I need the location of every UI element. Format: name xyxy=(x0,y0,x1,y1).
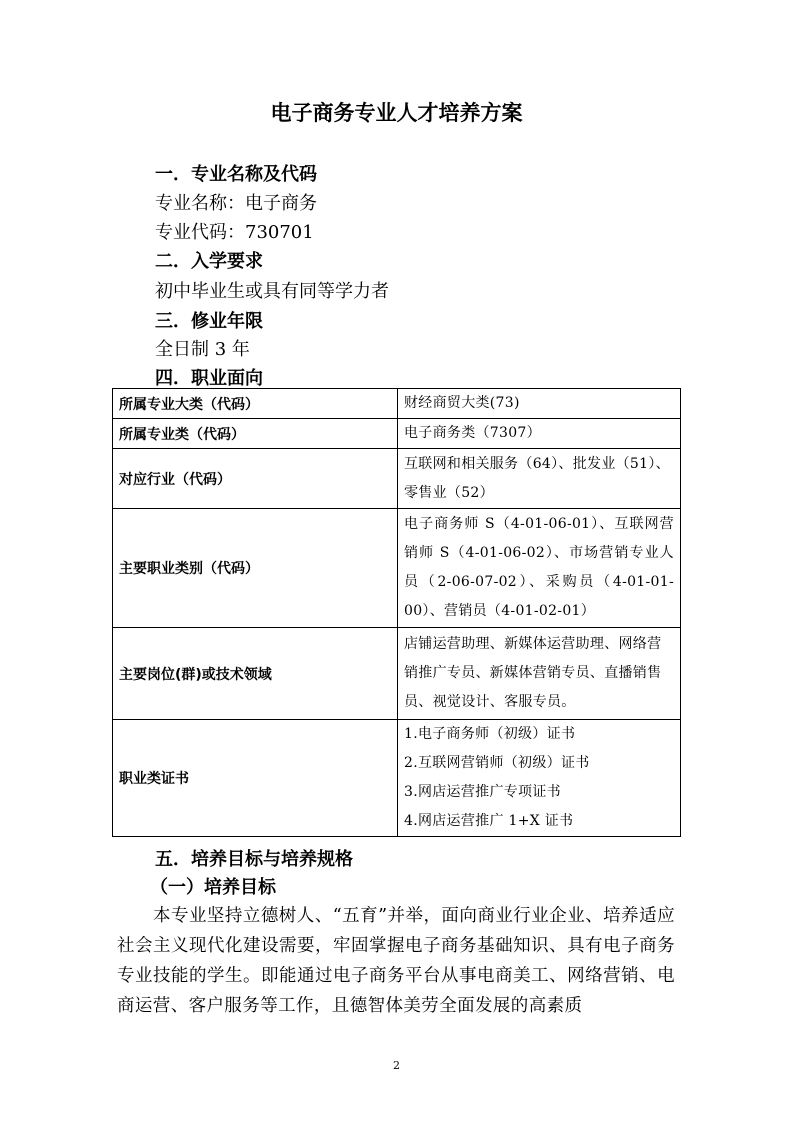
table-row xyxy=(113,449,681,509)
table-value: 互联网和相关服务（64）、批发业（51）、零售业（52） xyxy=(398,449,681,509)
table-key: 主要职业类别（代码） xyxy=(113,509,398,628)
major-name: 专业名称：电子商务 xyxy=(155,193,317,214)
table-value: 电子商务师 S（4-01-06-01）、互联网营销师 S（4-01-06-02）、市场营销专业人员（2-06-07-02）、采购员（4-01-01-00）、营销员（4-01-02-01） xyxy=(398,509,681,628)
section-1-heading: 一．专业名称及代码 xyxy=(155,164,317,185)
table-key: 所属专业大类（代码） xyxy=(113,389,398,419)
table-value: 财经商贸大类(73) xyxy=(398,389,681,419)
table-value: 电子商务类（7307） xyxy=(398,419,681,449)
table-key: 所属专业类（代码） xyxy=(113,419,398,449)
admission-requirement: 初中毕业生或具有同等学力者 xyxy=(155,281,389,302)
table-row xyxy=(113,389,681,419)
certificate-item: 2.互联网营销师（初级）证书 xyxy=(404,755,590,771)
table-key: 对应行业（代码） xyxy=(113,449,398,509)
table-value: 店铺运营助理、新媒体运营助理、网络营销推广专员、新媒体营销专员、直播销售员、视觉设计、客服专员。 xyxy=(398,628,681,720)
subsection-5-1-heading: （一）培养目标 xyxy=(150,877,276,898)
certificate-item: 4.网店运营推广 1+X 证书 xyxy=(404,813,574,829)
table-row xyxy=(113,419,681,449)
section-3-heading: 三．修业年限 xyxy=(155,311,263,332)
section-5-heading: 五．培养目标与培养规格 xyxy=(155,849,353,870)
table-row xyxy=(113,509,681,628)
certificate-list xyxy=(398,720,681,837)
table-key: 主要岗位(群)或技术领域 xyxy=(113,628,398,720)
section-4-heading: 四．职业面向 xyxy=(155,368,263,389)
table-row xyxy=(113,628,681,720)
study-duration: 全日制 3 年 xyxy=(155,339,250,360)
certificate-item: 1.电子商务师（初级）证书 xyxy=(404,726,576,742)
major-code: 专业代码：730701 xyxy=(155,222,314,243)
table-key: 职业类证书 xyxy=(113,720,398,837)
page-number: 2 xyxy=(393,1059,400,1072)
certificate-item: 3.网店运营推广专项证书 xyxy=(404,784,561,800)
table-row xyxy=(113,720,681,837)
section-2-heading: 二．入学要求 xyxy=(155,251,263,272)
career-orientation-table xyxy=(112,388,681,837)
training-goal-paragraph: 本专业坚持立德树人、“五育”并举，面向商业行业企业、培养适应社会主义现代化建设需要，牢固掌握电子商务基础知识、具有电子商务专业技能的学生。即能通过电子商务平台从事电商美工、网络营销、电商运营、客户服务等工作，且德智体美劳全面发展的高素质 xyxy=(117,906,675,1016)
document-title: 电子商务专业人才培养方案 xyxy=(270,101,523,125)
